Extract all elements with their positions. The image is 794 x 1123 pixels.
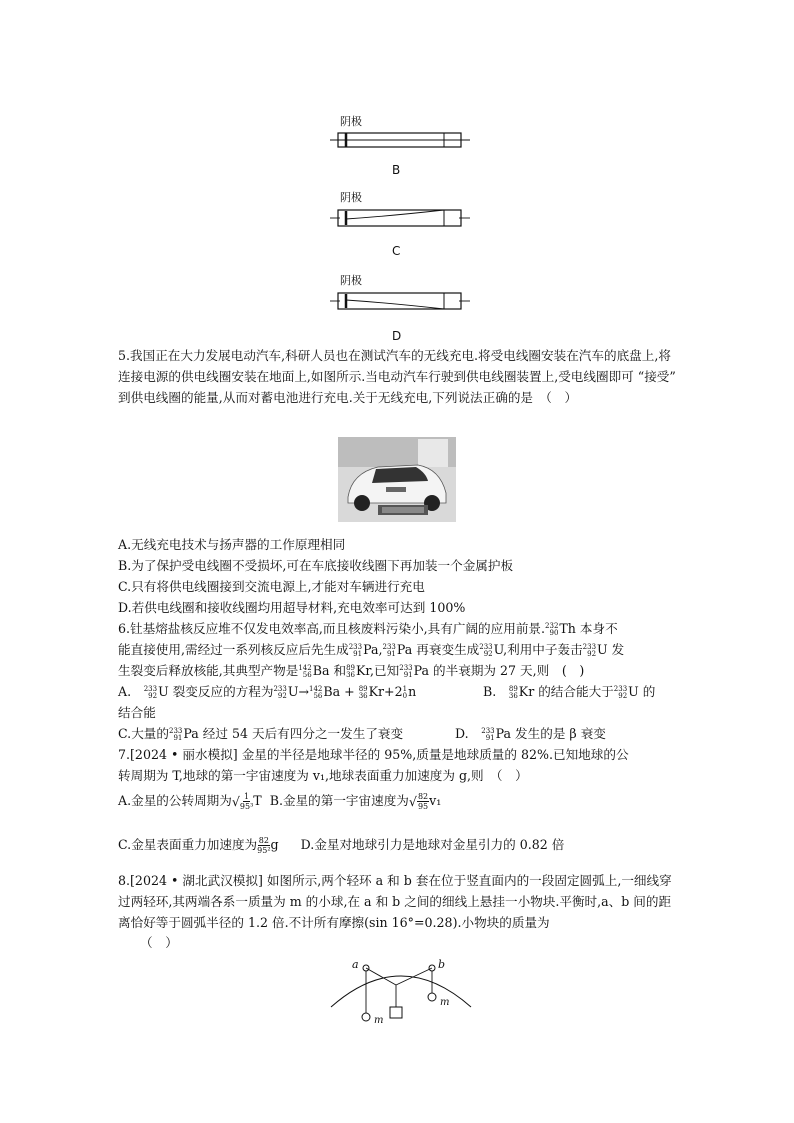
ring-a-label: a: [352, 958, 359, 971]
q7-option-cd: [118, 834, 564, 855]
tube-diagram: [330, 285, 470, 319]
tube-diagram: [330, 202, 470, 236]
q7-option-ab: [118, 790, 441, 811]
q6-stem-line3: 生裂变后释放核能,其典型产物是 142 56 Ba 和 89 36 Kr,已知 233 91 Pa 的半衰期为 27 天,则 ( ): [118, 663, 585, 679]
tube-figure-b: [330, 113, 470, 177]
ball-m-label-right: m: [440, 997, 450, 1008]
ring-b-label: b: [438, 958, 446, 971]
figure-letter: B: [392, 163, 401, 177]
q5-option-d: D.若供电线圈和接收线圈均用超导材料,充电效率可达到 100%: [118, 600, 466, 615]
figure-letter: D: [392, 329, 402, 343]
q5-option-b: B.为了保护受电线圈不受损坏,可在车底接收线圈下再加装一个金属护板: [118, 558, 514, 573]
figure-letter: C: [392, 244, 401, 258]
cathode-label: 阴极: [340, 274, 362, 287]
cathode-label: 阴极: [340, 191, 362, 204]
q8-stem: 8.[2024 • 湖北武汉模拟] 如图所示,两个轻环 a 和 b 套在位于竖直面内的一段固定圆弧上,一细线穿过两轻环,其两端各系一质量为 m 的小球,在 a 和 b 之间的细线上悬挂一小物块.平衡时,a、b 间的距离恰好等于圆弧半径的 1.2 倍.不计所有摩擦(sin 16°=0.28).小物块的质量为: [118, 873, 672, 930]
q7-option-b: B.金星的第一宇宙速度为√ $\frac{82}{95}$ v₁: [269, 792, 442, 811]
q7-option-c: C.金星表面重力加速度为 $\frac{82}{\text{95²}}$ g: [118, 836, 279, 855]
tube-diagram: [330, 125, 470, 155]
cathode-label: 阴极: [340, 115, 362, 128]
tube-figure-d: [330, 272, 470, 344]
q7-option-a: A.金星的公转周期为√ $\frac{1}{\text{95³}}$ T: [118, 792, 262, 811]
tube-figure-c: [330, 189, 470, 259]
q6-option-c: C.大量的 233 91 Pa 经过 54 天后有四分之一发生了衰变: [118, 726, 404, 742]
q5-stem: 5.我国正在大力发展电动汽车,科研人员也在测试汽车的无线充电.将受电线圈安装在汽车的底盘上,将连接电源的供电线圈安装在地面上,如图所示.当电动汽车行驶到供电线圈装置上,受电线圈即可 “接受” 到供电线圈的能量,从而对蓄电池进行充电.关于无线充电,下列说法正确的是 （ ）: [118, 348, 676, 405]
q6-option-b: B. 89 36 Kr 的结合能大于 233 92 U 的: [483, 684, 656, 700]
q6-option-b-cont: 结合能: [118, 705, 156, 720]
nuclide-th: 232 90: [545, 621, 559, 637]
q7-stem-line2: 转周期为 T,地球的第一宇宙速度为 v₁,地球表面重力加速度为 g,则 （ ）: [118, 768, 528, 783]
q6-option-d: D. 233 91 Pa 发生的是 β 衰变: [455, 726, 606, 742]
q8-answer-blank: （ ）: [140, 935, 178, 950]
arc-rings-figure: [326, 955, 476, 1030]
q5-option-a: A.无线充电技术与扬声器的工作原理相同: [118, 537, 346, 552]
q6-option-a: A. 233 92 U 裂变反应的方程为 233 92 U→ 142 56 Ba + 89 36 Kr+2 1 0 n: [118, 684, 417, 700]
ball-m-label-left: m: [374, 1015, 384, 1026]
arc-diagram: [326, 955, 476, 1030]
q5-option-c: C.只有将供电线圈接到交流电源上,才能对车辆进行充电: [118, 579, 425, 594]
wireless-charging-car-photo: [338, 437, 456, 522]
q7-option-d: D.金星对地球引力是地球对金星引力的 0.82 倍: [300, 837, 565, 852]
q7-stem-line1: 7.[2024 • 丽水模拟] 金星的半径是地球半径的 95%,质量是地球质量的 82%.已知地球的公: [118, 747, 629, 762]
q6-stem-line2: 能直接使用,需经过一系列核反应后先生成 233 91 Pa, 233 91 Pa 再衰变生成 233 92 U,利用中子轰击 233 92 U 发: [118, 642, 625, 658]
q6-stem-line1: 6.钍基熔盐核反应堆不仅发电效率高,而且核废料污染小,具有广阔的应用前景. 232 90 Th 本身不: [118, 621, 618, 637]
